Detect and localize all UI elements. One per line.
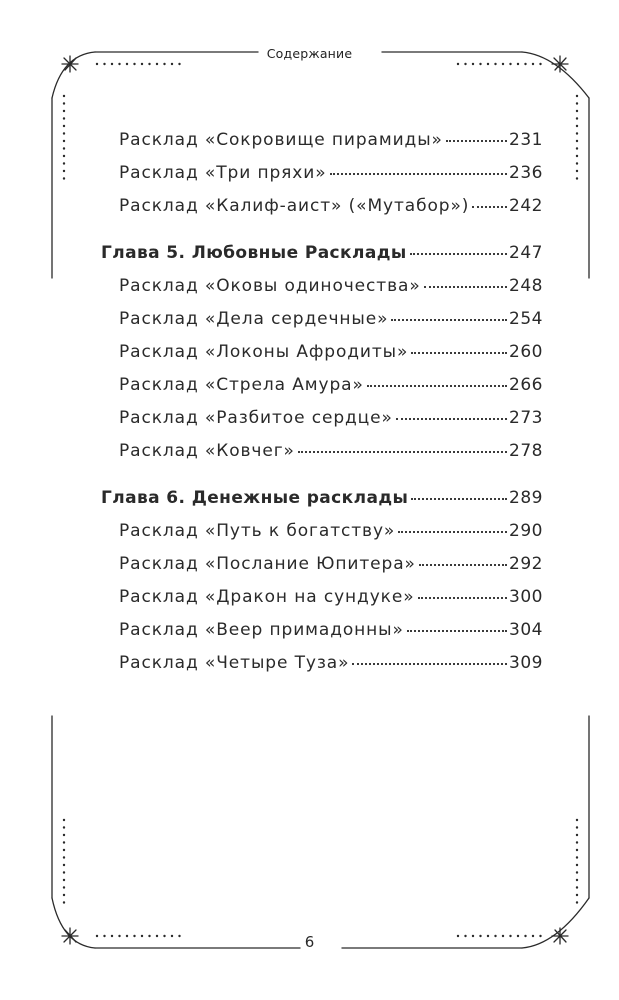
toc-entry-title: Расклад «Стрела Амура» (119, 375, 364, 395)
frame-dot (63, 177, 65, 179)
toc-entry-title: Расклад «Ковчег» (119, 441, 295, 461)
dot-leader (407, 630, 507, 632)
frame-dot (63, 879, 65, 881)
frame-dot (103, 63, 105, 65)
frame-dot (576, 849, 578, 851)
toc-entry-page: 266 (509, 375, 543, 395)
dot-leader (410, 253, 507, 255)
frame-dot (494, 63, 496, 65)
frame-dot (63, 864, 65, 866)
toc-chapter-heading[interactable] (101, 488, 543, 508)
running-title: Содержание (266, 46, 353, 61)
toc-entry-page: 260 (509, 342, 543, 362)
toc-entry-title: Расклад «Разбитое сердце» (119, 408, 393, 428)
frame-dot (63, 170, 65, 172)
dot-leader (396, 418, 507, 420)
frame-dot (63, 826, 65, 828)
frame-dot (178, 63, 180, 65)
toc-entry[interactable] (119, 276, 543, 296)
frame-dot (63, 117, 65, 119)
toc-entry-page: 309 (509, 653, 543, 673)
frame-dot (96, 63, 98, 65)
frame-dot (576, 170, 578, 172)
frame-dot (156, 63, 158, 65)
dot-leader (352, 663, 507, 665)
toc-entry[interactable] (119, 587, 543, 607)
frame-dot (576, 140, 578, 142)
toc-entry[interactable] (119, 441, 543, 461)
frame-dot (63, 901, 65, 903)
frame-dot (141, 63, 143, 65)
toc-entry-page: 278 (509, 441, 543, 461)
dot-leader (398, 531, 507, 533)
frame-dot (576, 856, 578, 858)
frame-dot (524, 63, 526, 65)
frame-dot (118, 63, 120, 65)
frame-dot (576, 147, 578, 149)
frame-dot (576, 834, 578, 836)
toc-entry-title: Расклад «Путь к богатству» (119, 521, 396, 541)
dot-leader (411, 352, 507, 354)
toc-entry[interactable] (119, 130, 543, 150)
toc-entry-title: Расклад «Локоны Афродиты» (119, 342, 409, 362)
frame-dot (576, 162, 578, 164)
dot-leader (411, 498, 507, 500)
frame-dot (63, 849, 65, 851)
frame-dot (148, 63, 150, 65)
frame-dot (576, 894, 578, 896)
frame-dot (63, 894, 65, 896)
dot-leader (418, 597, 508, 599)
frame-dot (126, 63, 128, 65)
toc-entry-page: 273 (509, 408, 543, 428)
page-number: 6 (304, 933, 315, 951)
frame-dot (63, 871, 65, 873)
frame-dot (576, 886, 578, 888)
frame-dot (63, 886, 65, 888)
toc-entry-title: Расклад «Оковы одиночества» (119, 276, 421, 296)
frame-dot (576, 879, 578, 881)
toc-entry[interactable] (119, 196, 543, 216)
toc-entry-page: 231 (509, 130, 543, 150)
frame-dot (63, 147, 65, 149)
frame-dot (576, 826, 578, 828)
frame-dot (464, 63, 466, 65)
toc-entry[interactable] (119, 620, 543, 640)
frame-dot (472, 63, 474, 65)
frame-dot (576, 110, 578, 112)
frame-dot (111, 63, 113, 65)
frame-dot (576, 125, 578, 127)
toc-entry-page: 242 (509, 196, 543, 216)
frame-dot (576, 901, 578, 903)
dot-leader (298, 451, 507, 453)
dot-leader (424, 286, 507, 288)
frame-dot (576, 841, 578, 843)
frame-dot (576, 177, 578, 179)
chapter-title: Глава 5. Любовные Расклады (101, 243, 407, 263)
frame-dot (576, 871, 578, 873)
frame-dot (487, 63, 489, 65)
frame-dot (171, 63, 173, 65)
chapter-title: Глава 6. Денежные расклады (101, 488, 409, 508)
frame-dot (502, 63, 504, 65)
frame-dot (576, 102, 578, 104)
frame-dot (63, 110, 65, 112)
toc-entry-page: 300 (509, 587, 543, 607)
toc-entry-title: Расклад «Четыре Туза» (119, 653, 350, 673)
frame-dot (532, 63, 534, 65)
frame-dot (63, 155, 65, 157)
frame-dot (63, 102, 65, 104)
frame-dot (479, 63, 481, 65)
frame-dot (63, 856, 65, 858)
toc-entry-page: 236 (509, 163, 543, 183)
toc-entry[interactable] (119, 375, 543, 395)
frame-dot (63, 132, 65, 134)
frame-dot (576, 864, 578, 866)
toc-entry-page: 254 (509, 309, 543, 329)
toc-entry-title: Расклад «Дела сердечные» (119, 309, 389, 329)
toc-entry-title: Расклад «Дракон на сундуке» (119, 587, 415, 607)
toc-entry-title: Расклад «Сокровище пирамиды» (119, 130, 443, 150)
frame-dot (576, 95, 578, 97)
toc-entry-title: Расклад «Веер примадонны» (119, 620, 404, 640)
frame-dot (63, 841, 65, 843)
frame-dot (63, 140, 65, 142)
dot-leader (391, 319, 507, 321)
dot-leader (446, 140, 507, 142)
toc-entry-title: Расклад «Три пряхи» (119, 163, 327, 183)
chapter-page: 289 (509, 488, 543, 508)
toc-entry[interactable] (119, 653, 543, 673)
toc-entry-page: 304 (509, 620, 543, 640)
dot-leader (367, 385, 507, 387)
frame-dot (63, 125, 65, 127)
frame-dot (163, 63, 165, 65)
toc-entry-page: 248 (509, 276, 543, 296)
toc-entry-title: Расклад «Калиф-аист» («Мутабор») (119, 196, 470, 216)
frame-dot (509, 63, 511, 65)
toc-entry-title: Расклад «Послание Юпитера» (119, 554, 416, 574)
frame-dot (576, 155, 578, 157)
frame-dot (457, 63, 459, 65)
frame-dot (576, 819, 578, 821)
frame-dot (517, 63, 519, 65)
frame-dot (63, 819, 65, 821)
frame-dot (576, 117, 578, 119)
dot-leader (472, 206, 507, 208)
toc-entry[interactable] (119, 342, 543, 362)
dot-leader (330, 173, 508, 175)
frame-dot (576, 132, 578, 134)
dot-leader (419, 564, 507, 566)
frame-dot (133, 63, 135, 65)
frame-dot (63, 95, 65, 97)
toc-entry[interactable] (119, 309, 543, 329)
toc-chapter-heading[interactable] (101, 243, 543, 263)
chapter-page: 247 (509, 243, 543, 263)
toc-entry[interactable] (119, 163, 543, 183)
frame-dot (539, 63, 541, 65)
toc-entry[interactable] (119, 554, 543, 574)
toc-entry-page: 292 (509, 554, 543, 574)
frame-dot (63, 834, 65, 836)
toc-entry[interactable] (119, 521, 543, 541)
toc-entry-page: 290 (509, 521, 543, 541)
frame-dot (63, 162, 65, 164)
toc-entry[interactable] (119, 408, 543, 428)
